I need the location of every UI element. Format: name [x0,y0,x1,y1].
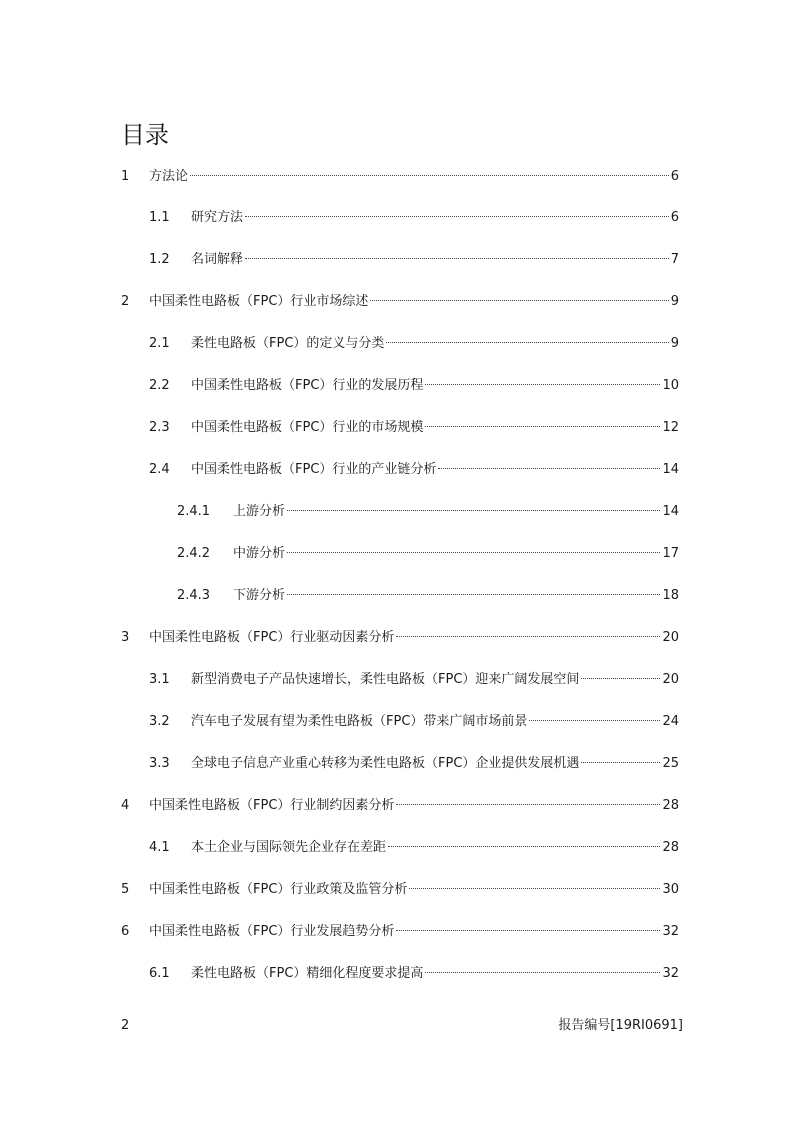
toc-entry-number: 3.1 [149,672,170,687]
toc-entry-title: 柔性电路板（FPC）精细化程度要求提高 [191,966,424,981]
toc-entry-number: 5 [121,882,130,897]
toc-entry-title: 中国柔性电路板（FPC）行业发展趋势分析 [149,924,395,939]
toc-entry-page: 20 [662,630,679,645]
toc-entry-number: 2.2 [149,378,170,393]
toc-dot-leader [409,888,660,889]
toc-entry-title: 上游分析 [233,504,286,519]
toc-entry-number: 2.4.2 [177,546,211,561]
toc-dot-leader [245,258,669,259]
toc-entry-title: 中国柔性电路板（FPC）行业的市场规模 [191,420,424,435]
toc-entry-2-4-2[interactable] [177,544,679,564]
toc-dot-leader [396,930,660,931]
toc-entry-title: 柔性电路板（FPC）的定义与分类 [191,336,385,351]
toc-entry-page: 28 [662,798,679,813]
toc-entry-title: 中国柔性电路板（FPC）行业市场综述 [149,294,369,309]
toc-entry-5[interactable] [121,880,679,900]
toc-entry-4[interactable] [121,796,679,816]
toc-entry-page: 24 [662,714,679,729]
toc-entry-number: 2.4.1 [177,504,211,519]
toc-entry-1[interactable] [121,167,679,187]
toc-entry-page: 32 [662,966,679,981]
toc-entry-page: 30 [662,882,679,897]
toc-entry-number: 3.2 [149,714,170,729]
toc-entry-page: 7 [670,252,679,267]
toc-entry-2-4-1[interactable] [177,502,679,522]
footer-page-number: 2 [121,1018,130,1033]
toc-dot-leader [287,594,660,595]
toc-entry-6-1[interactable] [149,964,679,984]
toc-entry-number: 4.1 [149,840,170,855]
toc-entry-2-1[interactable] [149,334,679,354]
toc-entry-page: 28 [662,840,679,855]
toc-entry-title: 新型消费电子产品快速增长，柔性电路板（FPC）迎来广阔发展空间 [191,672,580,687]
toc-dot-leader [425,384,660,385]
toc-dot-leader [245,216,669,217]
toc-entry-title: 中国柔性电路板（FPC）行业制约因素分析 [149,798,395,813]
toc-dot-leader [287,510,660,511]
toc-entry-title: 中国柔性电路板（FPC）行业的发展历程 [191,378,424,393]
toc-dot-leader [581,678,660,679]
toc-entry-3-2[interactable] [149,712,679,732]
toc-entry-number: 4 [121,798,130,813]
toc-dot-leader [287,552,660,553]
toc-dot-leader [529,720,660,721]
toc-entry-number: 1 [121,169,130,184]
toc-entry-page: 14 [662,504,679,519]
toc-dot-leader [425,972,660,973]
toc-entry-number: 2.4 [149,462,170,477]
toc-entry-3[interactable] [121,628,679,648]
toc-entry-title: 研究方法 [191,210,244,225]
toc-entry-1-2[interactable] [149,250,679,270]
toc-entry-number: 3 [121,630,130,645]
toc-entry-number: 6.1 [149,966,170,981]
toc-entry-page: 14 [662,462,679,477]
toc-entry-2-4-3[interactable] [177,586,679,606]
toc-entry-number: 1.2 [149,252,170,267]
toc-dot-leader [386,342,668,343]
toc-entry-title: 中国柔性电路板（FPC）行业的产业链分析 [191,462,437,477]
toc-dot-leader [370,300,668,301]
toc-entry-number: 2.1 [149,336,170,351]
toc-entry-6[interactable] [121,922,679,942]
toc-entry-2[interactable] [121,292,679,312]
toc-dot-leader [396,804,660,805]
toc-entry-page: 10 [662,378,679,393]
toc-entry-title: 下游分析 [233,588,286,603]
toc-entry-page: 25 [662,756,679,771]
toc-entry-page: 6 [670,169,679,184]
toc-entry-page: 6 [670,210,679,225]
page-title: 目录 [121,121,169,149]
toc-entry-number: 6 [121,924,130,939]
toc-dot-leader [425,426,660,427]
toc-dot-leader [190,175,669,176]
toc-dot-leader [438,468,660,469]
toc-entry-3-3[interactable] [149,754,679,774]
toc-entry-title: 名词解释 [191,252,244,267]
toc-entry-title: 汽车电子发展有望为柔性电路板（FPC）带来广阔市场前景 [191,714,528,729]
toc-entry-page: 20 [662,672,679,687]
footer-report-code: 报告编号[19RI0691] [558,1018,683,1033]
toc-entry-title: 中国柔性电路板（FPC）行业驱动因素分析 [149,630,395,645]
toc-entry-title: 中游分析 [233,546,286,561]
toc-dot-leader [396,636,660,637]
toc-entry-number: 2.4.3 [177,588,211,603]
toc-entry-page: 9 [670,294,679,309]
toc-entry-title: 中国柔性电路板（FPC）行业政策及监管分析 [149,882,408,897]
toc-entry-title: 方法论 [149,169,189,184]
toc-entry-3-1[interactable] [149,670,679,690]
toc-entry-2-4[interactable] [149,460,679,480]
toc-entry-title: 本土企业与国际领先企业存在差距 [191,840,387,855]
toc-entry-2-2[interactable] [149,376,679,396]
toc-entry-number: 1.1 [149,210,170,225]
toc-entry-number: 2.3 [149,420,170,435]
toc-entry-number: 3.3 [149,756,170,771]
toc-dot-leader [388,846,660,847]
toc-entry-page: 9 [670,336,679,351]
toc-entry-page: 18 [662,588,679,603]
toc-entry-1-1[interactable] [149,208,679,228]
toc-entry-2-3[interactable] [149,418,679,438]
toc-entry-title: 全球电子信息产业重心转移为柔性电路板（FPC）企业提供发展机遇 [191,756,580,771]
toc-entry-number: 2 [121,294,130,309]
toc-entry-page: 32 [662,924,679,939]
toc-dot-leader [581,762,660,763]
toc-entry-page: 12 [662,420,679,435]
toc-entry-4-1[interactable] [149,838,679,858]
toc-entry-page: 17 [662,546,679,561]
